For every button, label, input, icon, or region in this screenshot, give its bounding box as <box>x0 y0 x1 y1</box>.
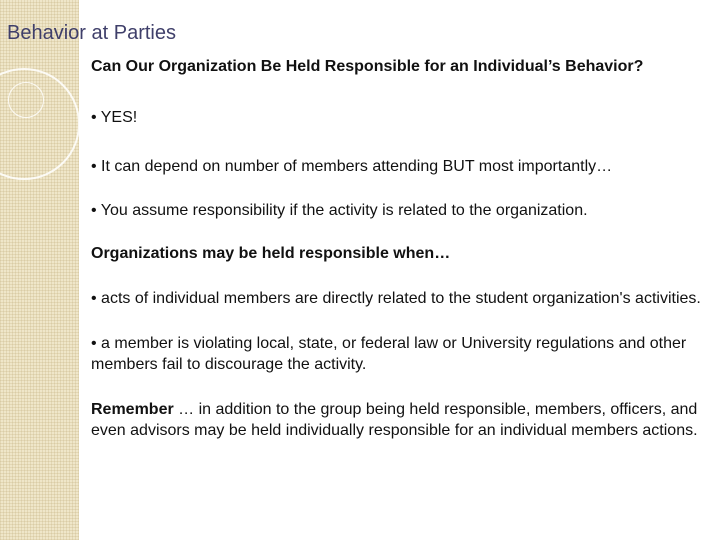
decorative-ring-small <box>8 82 44 118</box>
decorative-side-band <box>0 0 79 540</box>
remember-paragraph <box>91 399 703 441</box>
slide-content <box>91 56 703 441</box>
question-heading: Can Our Organization Be Held Responsible for an Individual’s Behavior? <box>91 58 644 75</box>
remember-text: … in addition to the group being held responsible, members, officers, and even advisors may be held individually responsible for an individual members actions. <box>91 401 698 439</box>
decorative-ring <box>0 68 80 180</box>
bullet-member-violating: • a member is violating local, state, or federal law or University regulations and other members fail to discourage the activity. <box>91 335 687 373</box>
bullet-depends: • It can depend on number of members attending BUT most importantly… <box>91 158 613 175</box>
subheading: Organizations may be held responsible when… <box>91 245 451 262</box>
bullet-yes: • YES! <box>91 109 138 126</box>
slide-title: Behavior at Parties <box>7 22 176 44</box>
bullet-acts-of-members: • acts of individual members are directly related to the student organization's activities. <box>91 290 701 307</box>
bullet-assume-responsibility: • You assume responsibility if the activity is related to the organization. <box>91 202 588 219</box>
remember-label: Remember <box>91 401 174 418</box>
